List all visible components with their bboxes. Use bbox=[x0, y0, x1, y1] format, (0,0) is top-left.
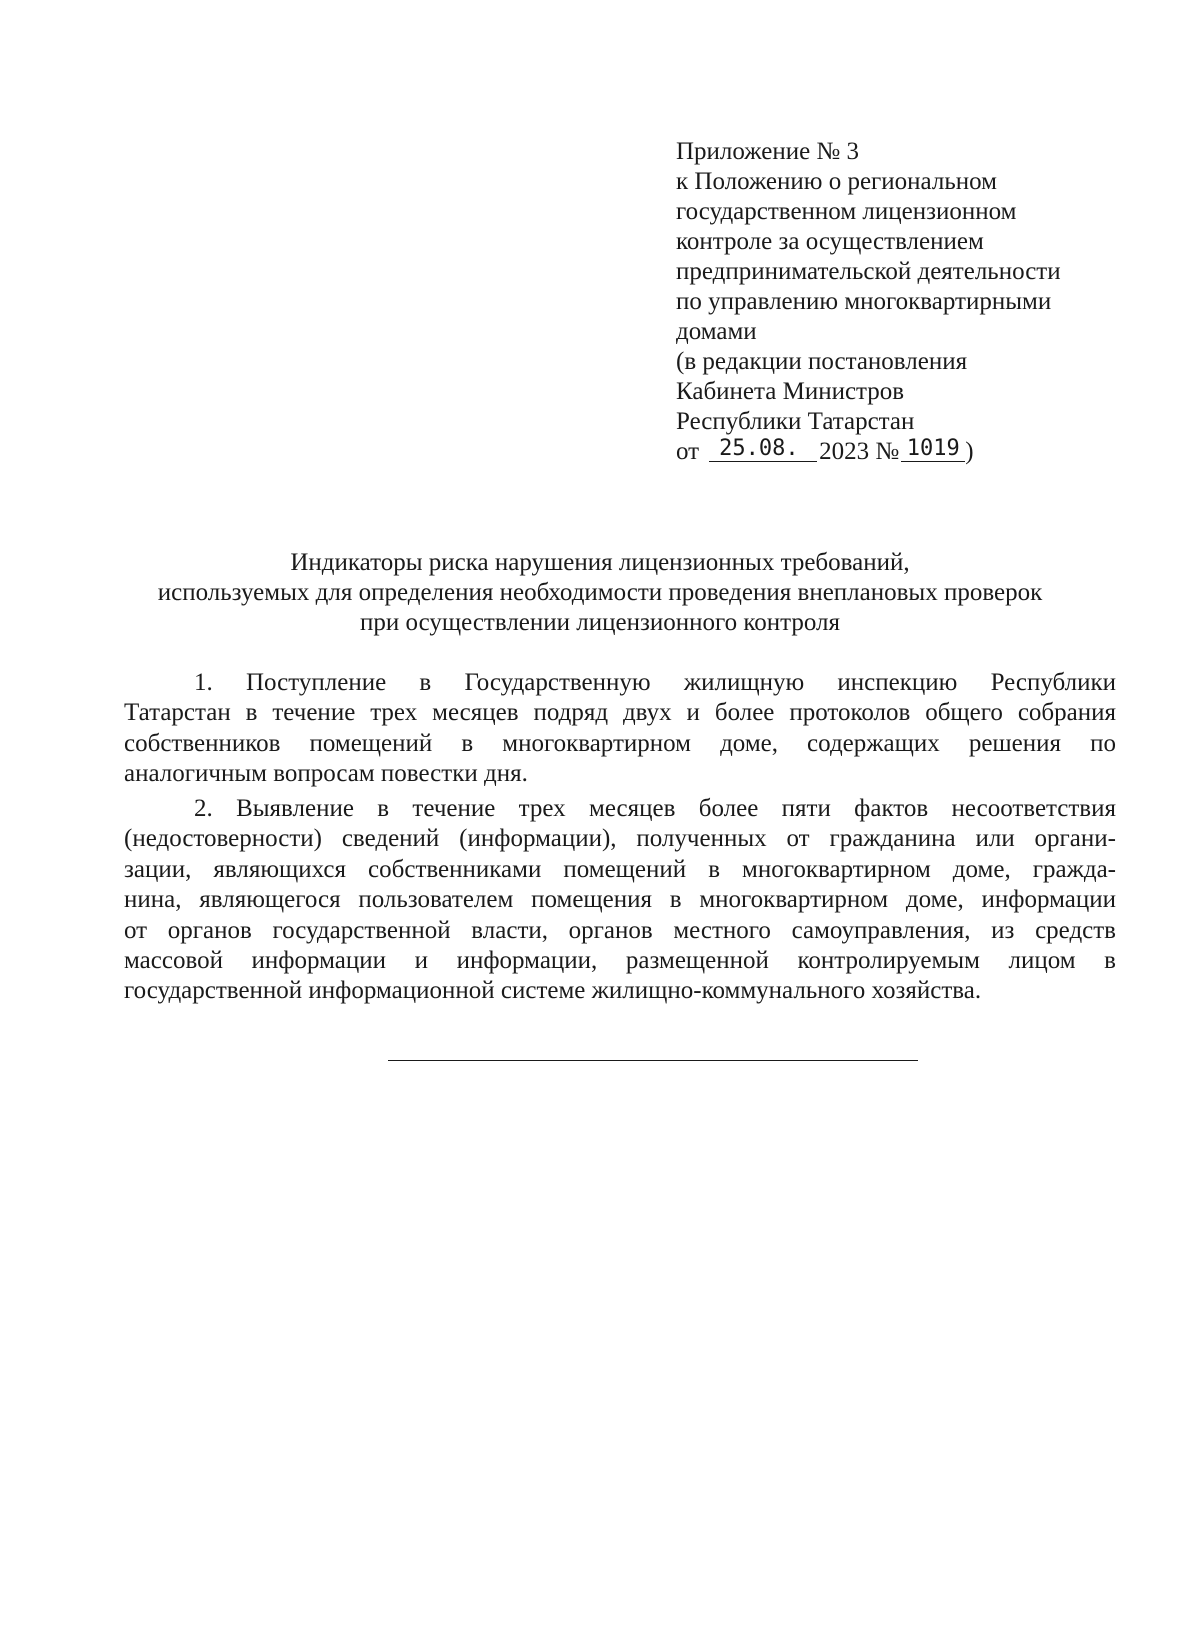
appendix-line: по управлению многоквартирными bbox=[676, 288, 1052, 315]
appendix-line: контроле за осуществлением bbox=[676, 228, 984, 255]
resolution-number-value: 1019 bbox=[901, 437, 965, 462]
appendix-line: Кабинета Министров bbox=[676, 378, 905, 405]
indicator-paragraph-1 bbox=[124, 668, 1116, 790]
paragraph-line: массовой информации и информации, размещенной контролируемым лицом в bbox=[124, 947, 1116, 975]
paragraph-line: (недостоверности) сведений (информации), полученных от гражданина или органи- bbox=[124, 825, 1116, 853]
paragraph-line: зации, являющихся собственниками помещений в многоквартирном доме, гражда- bbox=[124, 855, 1116, 883]
document-title bbox=[100, 548, 1100, 638]
appendix-header bbox=[676, 137, 1156, 467]
appendix-line: домами bbox=[676, 318, 757, 345]
appendix-line: к Положению о региональном bbox=[676, 168, 997, 195]
paragraph-line: 1. Поступление в Государственную жилищную инспекцию Республики bbox=[194, 669, 1116, 696]
resolution-date-line bbox=[676, 437, 1156, 467]
resolution-date-value: 25.08. bbox=[709, 437, 817, 462]
appendix-line: предпринимательской деятельности bbox=[676, 258, 1061, 285]
date-prefix: от bbox=[676, 438, 700, 465]
title-line: при осуществлении лицензионного контроля bbox=[359, 609, 841, 636]
paragraph-line: от органов государственной власти, органов местного самоуправления, из средств bbox=[124, 916, 1116, 944]
paragraph-line: нина, являющегося пользователем помещения в многоквартирном доме, информации bbox=[124, 886, 1116, 914]
paragraph-line: собственников помещений в многоквартирном доме, содержащих решения по bbox=[124, 729, 1116, 757]
paragraph-line: 2. Выявление в течение трех месяцев более пяти фактов несоответствия bbox=[194, 795, 1116, 822]
paragraph-line: Татарстан в течение трех месяцев подряд двух и более протоколов общего собрания bbox=[124, 699, 1116, 727]
title-line: Индикаторы риска нарушения лицензионных требований, bbox=[290, 549, 910, 576]
resolution-year: 2023 № bbox=[819, 438, 900, 465]
closing-divider bbox=[388, 1060, 918, 1061]
closing-paren: ) bbox=[965, 438, 974, 465]
indicator-paragraph-2 bbox=[124, 794, 1116, 1007]
title-line: используемых для определения необходимости проведения внеплановых проверок bbox=[157, 579, 1043, 606]
appendix-line: Республики Татарстан bbox=[676, 408, 915, 435]
appendix-line: (в редакции постановления bbox=[676, 348, 968, 375]
appendix-line: Приложение № 3 bbox=[676, 138, 860, 165]
paragraph-line: государственной информационной системе жилищно-коммунального хозяйства. bbox=[124, 977, 982, 1005]
appendix-line: государственном лицензионном bbox=[676, 198, 1017, 225]
paragraph-line: аналогичным вопросам повестки дня. bbox=[124, 760, 528, 788]
